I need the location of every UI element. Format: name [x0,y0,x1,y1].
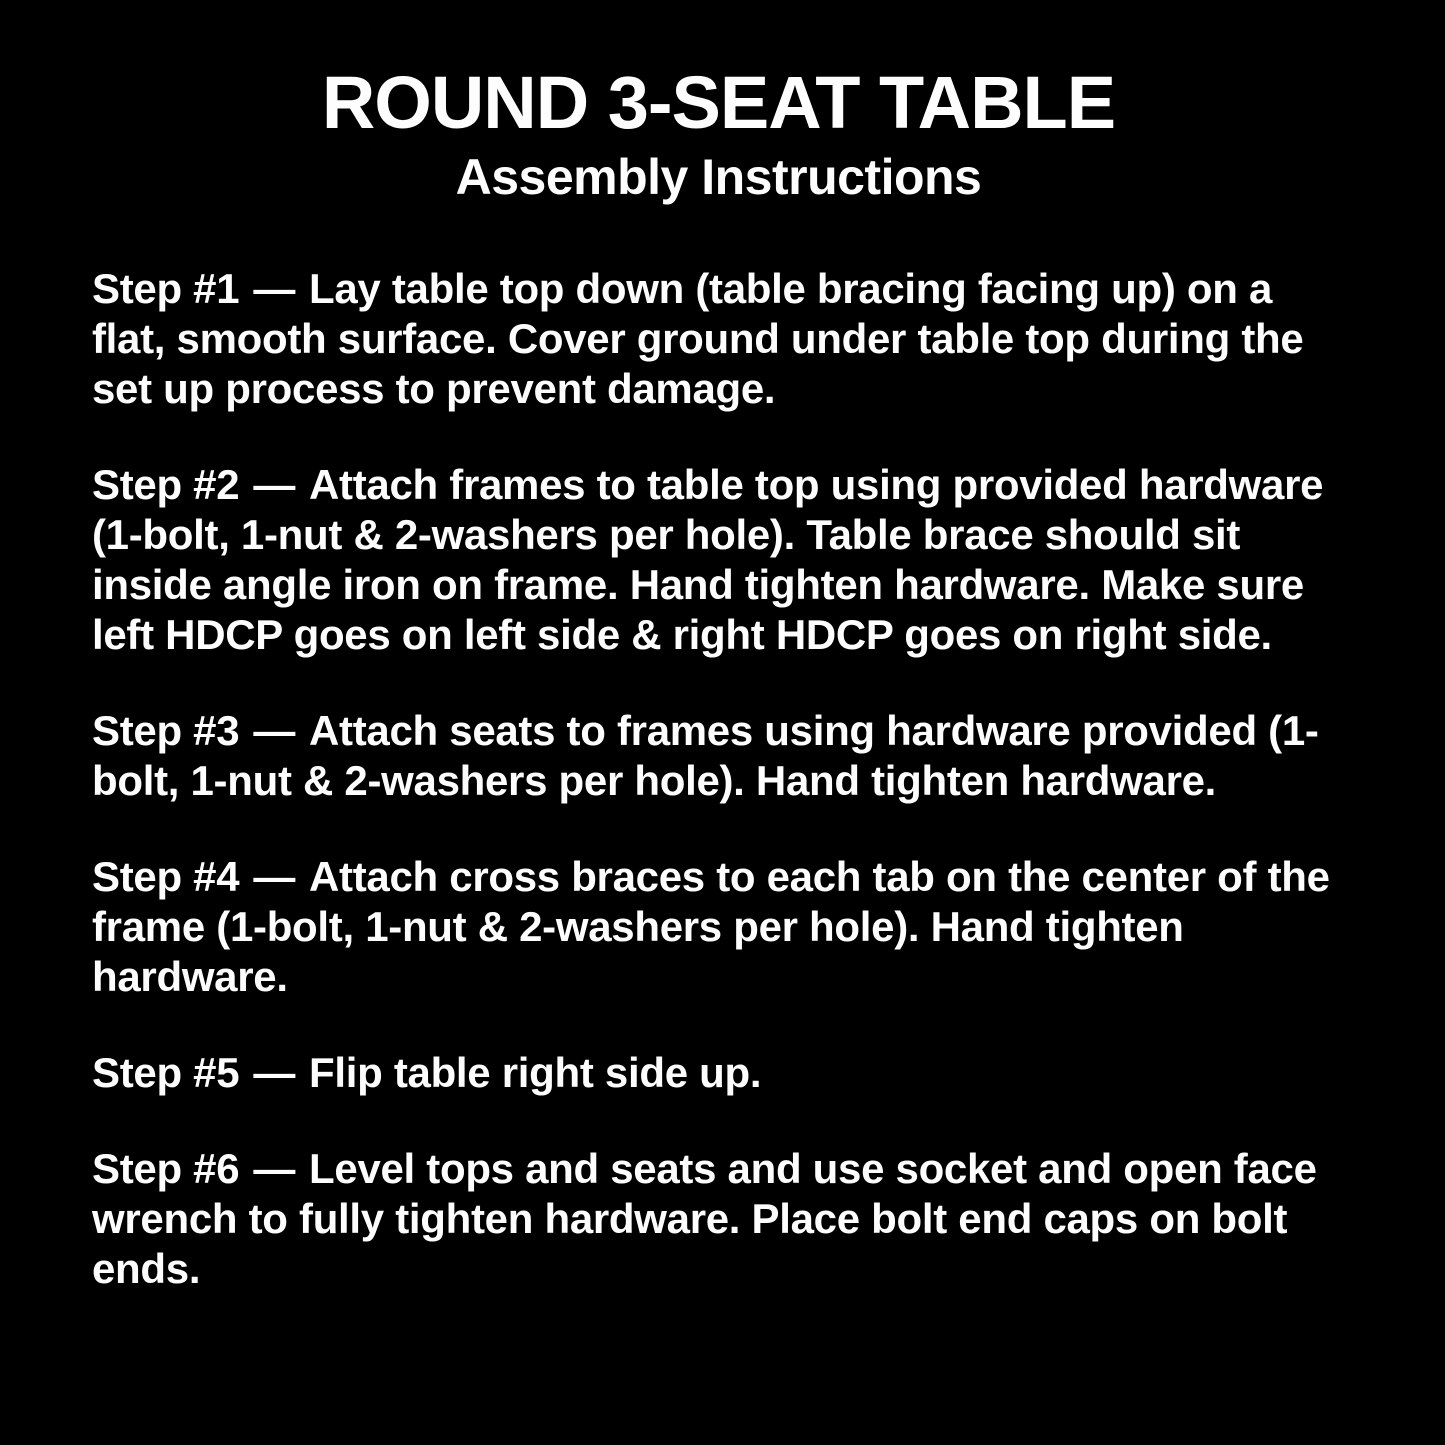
step-6-paragraph [92,1144,1345,1294]
steps-list [92,264,1345,1294]
em-dash-separator: — [253,461,296,509]
em-dash-separator: — [253,265,296,313]
em-dash-separator: — [253,1144,296,1192]
poster-subtitle: Assembly Instructions [455,148,982,205]
step-1-label: Step #1 [92,265,240,313]
step-3-label: Step #3 [92,707,240,755]
step-2-paragraph [92,460,1345,660]
step-3-text: Attach seats to frames using hardware provided (1-bolt, 1-nut & 2-washers per hole). Hand tighten hardware. [92,707,1319,805]
step-5-text: Flip table right side up. [309,1049,762,1096]
em-dash-separator: — [253,1049,296,1096]
step-4-label: Step #4 [92,853,240,901]
step-5-paragraph [92,1048,1345,1098]
step-2-text: Attach frames to table top using provided hardware (1-bolt, 1-nut & 2-washers per hole). Table brace should sit inside angle iron on frame. Hand tighten hardware. Make sure left HDCP goes on left side & right HDCP goes on right side. [92,461,1324,659]
step-1-paragraph [92,264,1345,414]
poster-title: ROUND 3-SEAT TABLE [321,61,1116,144]
step-4-text: Attach cross braces to each tab on the center of the frame (1-bolt, 1-nut & 2-washers per hole). Hand tighten hardware. [92,853,1330,1001]
step-3-paragraph [92,706,1345,806]
step-1-text: Lay table top down (table bracing facing up) on a flat, smooth surface. Cover ground under table top during the set up process to prevent damage. [92,265,1304,413]
step-6-text: Level tops and seats and use socket and open face wrench to fully tighten hardware. Place bolt end caps on bolt ends. [92,1144,1317,1292]
em-dash-separator: — [253,707,296,755]
step-5-label: Step #5 [92,1049,240,1096]
step-4-paragraph [92,852,1345,1002]
em-dash-separator: — [253,853,296,901]
step-2-label: Step #2 [92,461,240,509]
step-6-label: Step #6 [92,1144,240,1192]
